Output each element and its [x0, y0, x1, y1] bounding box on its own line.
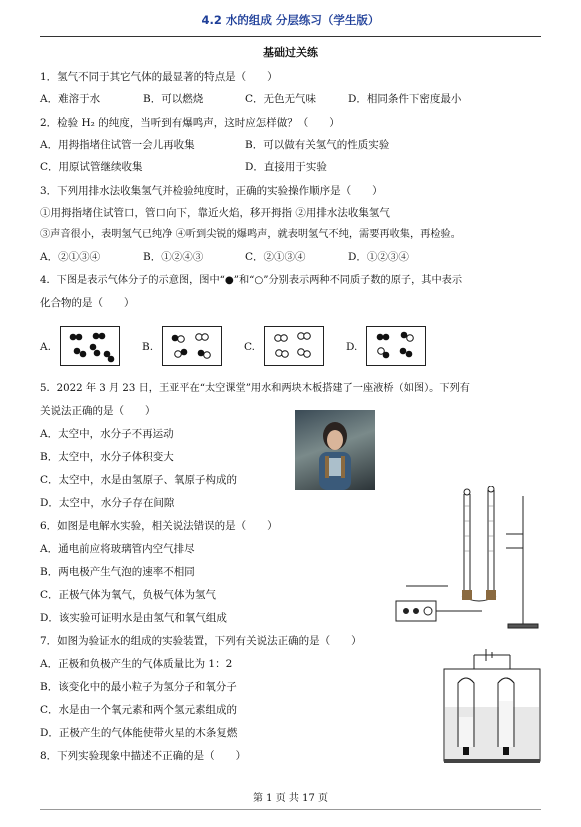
q7-option-d: D．正极产生的气体能使带火星的木条复燃	[40, 727, 238, 739]
q6-stem: 6．如图是电解水实验，相关说法错误的是（ ）	[40, 520, 278, 532]
molecule-diagram-d	[366, 326, 426, 366]
q7-option-b: B．该变化中的最小粒子为氢分子和氧分子	[40, 681, 237, 693]
q6-option-a: A．通电前应将玻璃管内空气排尽	[40, 543, 195, 555]
page-number: 第 1 页 共 17 页	[253, 793, 328, 804]
molecule-diagram-a	[60, 326, 120, 366]
q3-option-b: B．①②④③	[143, 251, 204, 263]
q3-step-line-1: ①用拇指堵住试管口，管口向下，靠近火焰，移开拇指 ②用排水法收集氢气	[40, 207, 390, 219]
space-class-photo	[295, 410, 375, 490]
q5-option-b: B．太空中，水分子体积变大	[40, 451, 174, 463]
section-title: 基础过关练	[263, 46, 318, 59]
q7-option-c: C．水是由一个氧元素和两个氢元素组成的	[40, 704, 238, 716]
q1-option-d: D．相同条件下密度最小	[348, 93, 462, 105]
q3-option-c: C．②①③④	[245, 251, 306, 263]
q7-stem: 7．如图为验证水的组成的实验装置，下列有关说法正确的是（ ）	[40, 635, 362, 647]
page-header-title: 4.2 水的组成 分层练习（学生版）	[201, 13, 380, 27]
q1-option-c: C．无色无气味	[245, 93, 317, 105]
q3-stem: 3．下列用排水法收集氢气并检验纯度时，正确的实验操作顺序是（ ）	[40, 185, 383, 197]
q5-option-c: C．太空中，水是由氢原子、氧原子构成的	[40, 474, 238, 486]
q6-option-c: C．正极气体为氧气，负极气体为氢气	[40, 589, 217, 601]
q2-option-a: A．用拇指堵住试管一会儿再收集	[40, 139, 195, 151]
water-electrolysis-diagram	[440, 647, 544, 769]
q5-stem-line-2: 关说法正确的是（ ）	[40, 405, 156, 417]
q4-stem-line-2: 化合物的是（ ）	[40, 297, 135, 309]
q2-option-b: B．可以做有关氢气的性质实验	[245, 139, 390, 151]
q5-stem-line-1: 5．2022 年 3 月 23 日，王亚平在“太空课堂”用水和两块木板搭建了一座液桥（如图）。下列有	[40, 383, 470, 394]
q4-label-a: A.	[40, 341, 51, 353]
q2-option-d: D．直接用于实验	[245, 161, 327, 173]
header-divider	[40, 36, 541, 37]
molecule-diagram-b	[162, 326, 222, 366]
q3-option-a: A．②①③④	[40, 251, 101, 263]
q8-stem: 8．下列实验现象中描述不正确的是（ ）	[40, 750, 247, 762]
q4-label-c: C.	[244, 341, 255, 353]
electrolysis-apparatus-diagram	[388, 486, 543, 632]
q1-option-b: B．可以燃烧	[143, 93, 204, 105]
q1-option-a: A．难溶于水	[40, 93, 101, 105]
q7-option-a: A．正极和负极产生的气体质量比为 1：2	[40, 658, 233, 670]
q6-option-d: D．该实验可证明水是由氢气和氧气组成	[40, 612, 227, 624]
q3-step-line-2: ③声音很小，表明氢气已纯净 ④听到尖锐的爆鸣声，就表明氢气不纯，需要再收集，再检验。	[40, 229, 461, 240]
q6-option-b: B．两电极产生气泡的速率不相同	[40, 566, 195, 578]
q5-option-d: D．太空中，水分子存在间隙	[40, 497, 175, 509]
q2-stem: 2．检验 H₂ 的纯度，当听到有爆鸣声，这时应怎样做？（ ）	[40, 117, 340, 129]
q3-option-d: D．①②③④	[348, 251, 409, 263]
molecule-diagram-c	[264, 326, 324, 366]
q4-label-d: D.	[346, 341, 358, 353]
footer-divider	[40, 809, 541, 810]
q2-option-c: C．用原试管继续收集	[40, 161, 143, 173]
q1-stem: 1．氢气不同于其它气体的最显著的特点是（ ）	[40, 71, 278, 83]
q4-stem-line-1: 4．下图是表示气体分子的示意图，图中“●”和“○”分别表示两种不同质子数的原子，其中表示	[40, 275, 463, 286]
q5-option-a: A．太空中，水分子不再运动	[40, 428, 174, 440]
q4-label-b: B.	[142, 341, 154, 353]
